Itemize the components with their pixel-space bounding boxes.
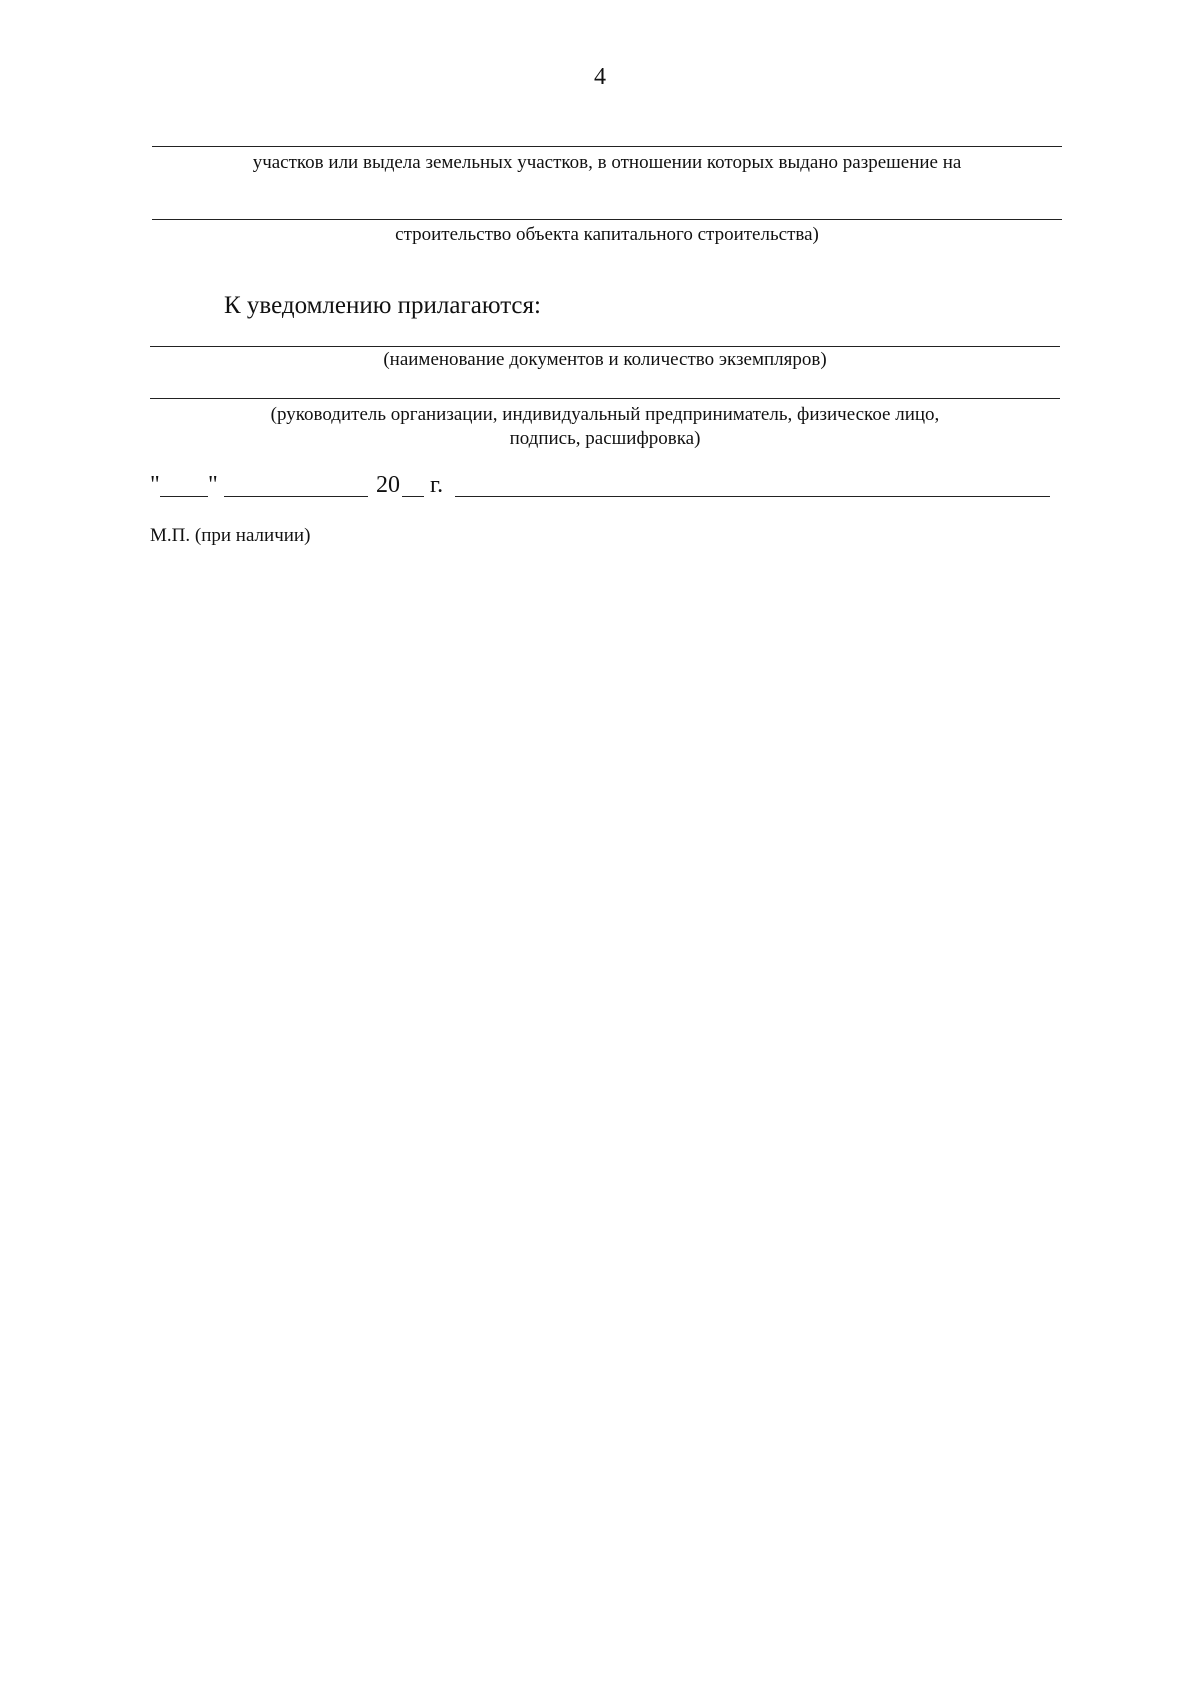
attachments-title: К уведомлению прилагаются: [224,292,541,319]
field-line-land-plots [152,146,1062,147]
date-year-blank [402,496,424,497]
date-year-prefix: 20 [376,472,400,498]
field-line-construction-object [152,219,1062,220]
stamp-note: М.П. (при наличии) [150,525,311,546]
field-line-signatory [150,398,1060,399]
field-caption-signatory [150,403,1060,451]
page-number: 4 [594,64,606,90]
field-line-attachments [150,346,1060,347]
field-caption-attachments: (наименование документов и количество экземпляров) [383,349,827,370]
date-day-blank [160,496,208,497]
field-caption-land-plots: участков или выдела земельных участков, в отношении которых выдано разрешение на [252,152,962,173]
signature-blank [455,496,1050,497]
date-month-blank [224,496,368,497]
signatory-caption-line-2: подпись, расшифровка) [509,428,701,449]
field-caption-construction-object: строительство объекта капитального строительства) [395,224,819,245]
signatory-caption-line-1: (руководитель организации, индивидуальный предприниматель, физическое лицо, [270,404,940,425]
date-year-suffix: г. [430,472,444,498]
date-row [150,472,1050,504]
date-quote-open: " [150,472,160,498]
date-quote-close: " [208,472,218,498]
